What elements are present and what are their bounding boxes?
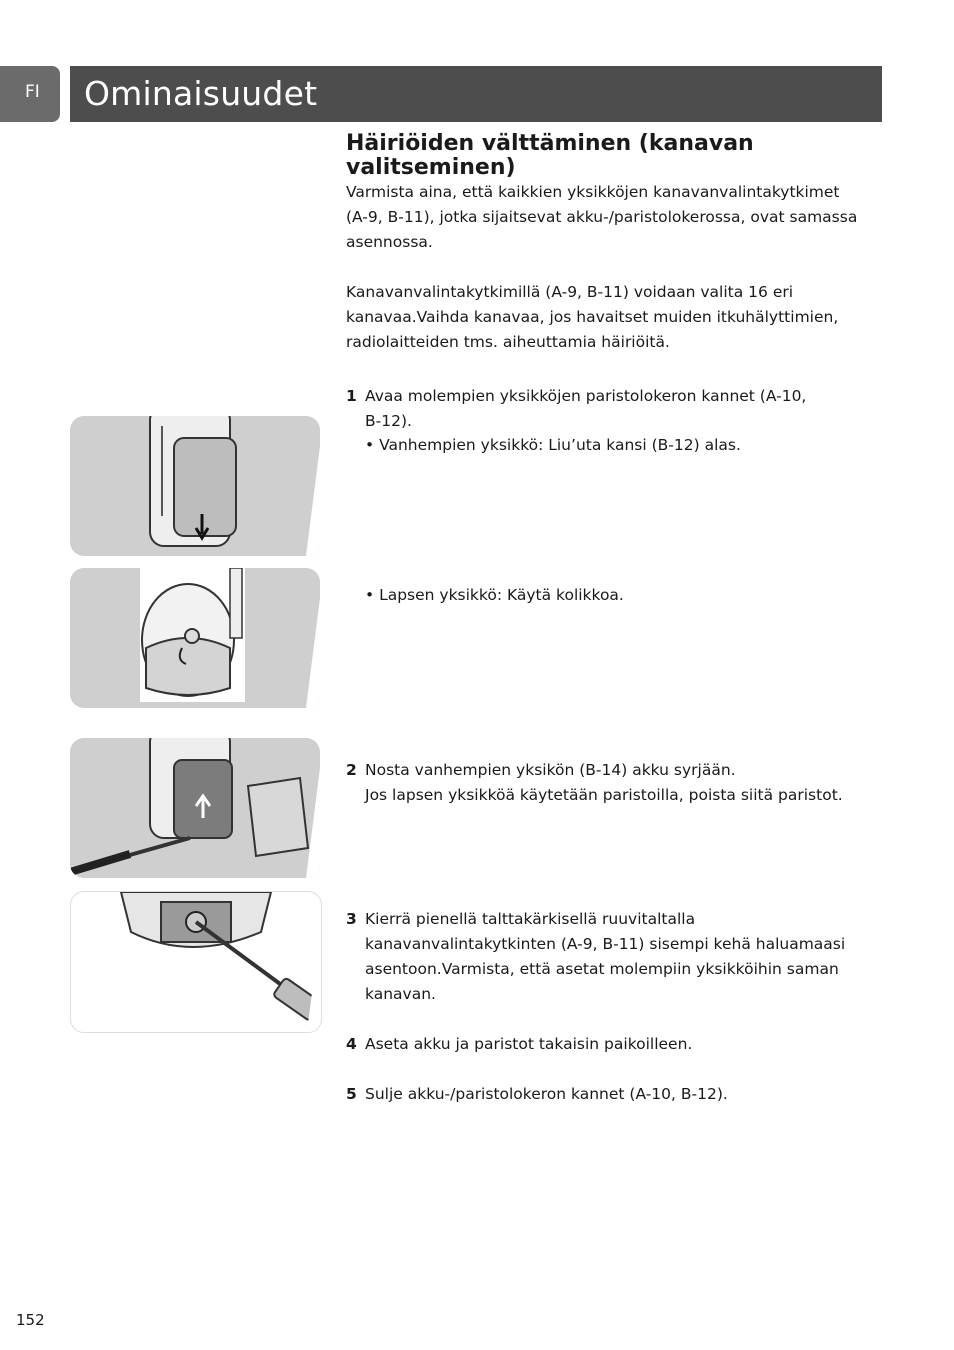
step-number: 5 [346,1085,357,1103]
bullet-child-unit: • Lapsen yksikkö: Käytä kolikkoa. [365,586,624,604]
illustration-screwdriver-switch [70,891,322,1033]
section-title [346,132,882,180]
section-intro [346,132,882,355]
step-5: 5 Sulje akku-/paristolokeron kannet (A-10, B-12). [346,1082,882,1107]
intro-paragraph-2: Kanavanvalintakytkimillä (A-9, B-11) voidaan valita 16 eri kanavaa.Vaihda kanavaa, jos havaitset muiden itkuhälyttimien, radiolaitteiden tms. aiheuttamia häiriöitä. [346,283,839,351]
illustration-child-coin [70,568,320,708]
step-number: 3 [346,910,357,928]
header-bar [70,66,882,122]
language-tab [0,66,60,122]
step-4: 4 Aseta akku ja paristot takaisin paikoilleen. [346,1032,882,1057]
page-title: Ominaisuudet [84,74,318,113]
section-title-line2: valitseminen) [346,155,516,180]
step-number: 2 [346,761,357,779]
step-2: 2 Nosta vanhempien yksikön (B-14) akku syrjään. Jos lapsen yksikköä käytetään paristoilla, poista siitä paristot. [346,758,882,808]
step-number: 4 [346,1035,357,1053]
step-1: 1 Avaa molempien yksikköjen paristolokeron kannet (A-10, B-12). [346,384,882,434]
page-number: 152 [16,1311,45,1329]
step-3: 3 Kierrä pienellä talttakärkisellä ruuvitaltalla kanavanvalintakytkinten (A-9, B-11) sisempi kehä haluamaasi asentoon.Varmista, että asetat molempiin yksikköihin saman kanavan. [346,907,882,1007]
step-number: 1 [346,387,357,405]
intro-paragraph-1: Varmista aina, että kaikkien yksikköjen kanavanvalintakytkimet (A-9, B-11), jotka sijaitsevat akku-/paristolokerossa, ovat samassa asennossa. [346,183,858,251]
illustration-parent-cover [70,416,320,556]
section-title-line1: Häiriöiden välttäminen (kanavan [346,131,754,156]
language-code: FI [25,82,40,102]
illustration-parent-battery [70,738,320,878]
bullet-parent-unit: • Vanhempien yksikkö: Liu’uta kansi (B-12) alas. [365,436,741,454]
